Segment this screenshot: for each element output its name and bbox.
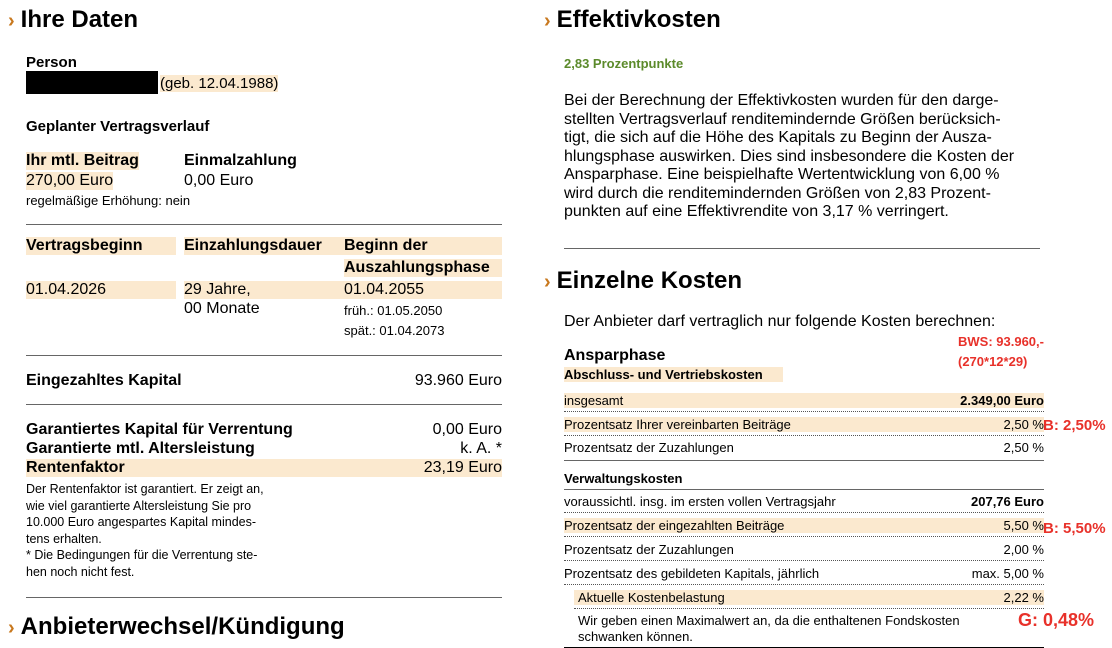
alters-value: k. A. *	[460, 440, 502, 457]
table-cell-value: 2,00 %	[1003, 542, 1044, 557]
plan-heading: Geplanter Vertragsverlauf	[26, 118, 210, 135]
max-note-text: Wir geben einen Maximalwert an, da die enthaltenen Fondskosten schwanken können.	[578, 613, 960, 644]
birth-date: (geb. 12.04.1988)	[160, 75, 279, 92]
divider	[26, 404, 502, 405]
section-ihre-daten	[8, 6, 138, 34]
section-title: Einzelne Kosten	[556, 267, 743, 294]
abschluss-label: Abschluss- und Vertriebskosten	[564, 367, 783, 382]
kapital-label: Eingezahltes Kapital	[26, 372, 182, 389]
einzahlungsdauer-label: Einzahlungsdauer	[184, 237, 344, 255]
note-b2: B: 5,50%	[1043, 520, 1106, 537]
table-row: Prozentsatz der eingezahlten Beiträge	[564, 518, 1044, 533]
renten-value: 23,19 Euro	[423, 459, 502, 476]
divider	[564, 460, 1044, 461]
table-row: Prozentsatz Ihrer vereinbarten Beiträge	[564, 417, 1044, 432]
table-row: Prozentsatz der Zuzahlungen	[564, 440, 734, 455]
garant-label: Garantiertes Kapital für Verrentung	[26, 421, 293, 438]
table-cell-value: 5,50 %	[1003, 518, 1044, 533]
section-anbieterwechsel	[8, 613, 345, 641]
divider	[26, 597, 502, 598]
garant-value: 0,00 Euro	[432, 421, 502, 438]
redacted-name	[26, 71, 158, 94]
table-row: Aktuelle Kostenbelastung	[574, 590, 1044, 605]
beginn-auszahlung-label1: Beginn der	[344, 237, 502, 255]
ansparphase-label: Ansparphase	[564, 347, 666, 364]
beitrag-value: 270,00 Euro	[26, 172, 114, 189]
frueh-date: früh.: 01.05.2050	[344, 303, 443, 318]
chevron-right-icon: ›	[8, 10, 15, 32]
note-b1: B: 2,50%	[1043, 417, 1106, 434]
section-effektivkosten	[544, 6, 721, 34]
effektivkosten-value: 2,83 Prozentpunkte	[564, 56, 684, 71]
table-cell-value: max. 5,00 %	[971, 566, 1044, 581]
row-divider	[564, 560, 1044, 561]
vertragsbeginn-label: Vertragsbeginn	[26, 237, 176, 255]
row-divider	[564, 536, 1044, 537]
section-title: Ihre Daten	[20, 6, 139, 33]
table-row: Prozentsatz der Zuzahlungen	[564, 542, 734, 557]
divider	[26, 355, 502, 356]
effektivkosten-text: Bei der Berechnung der Effektivkosten wurden für den darge- stellten Vertragsverlauf renditemindernde Größen berücksich- tigt, die sich auf die Höhe des Kapitals zu Beginn der Ausza- hlungsphase auswirken. Dies sind insbesondere die Kosten der Ansparphase. Eine beispielhafte Wertentwicklung von 6,00 % wird durch die renditemindernden Größen von 2,83 Prozent- punkten auf eine Effektivrendite von 3,17 % verringert.	[564, 92, 1015, 220]
einzahlungsdauer-value: 29 Jahre,	[184, 281, 344, 299]
table-cell-value: 207,76 Euro	[971, 494, 1044, 509]
table-row: voraussichtl. insg. im ersten vollen Vertragsjahr	[564, 494, 836, 509]
chevron-right-icon: ›	[544, 10, 551, 32]
table-row: Prozentsatz des gebildeten Kapitals, jährlich	[564, 566, 820, 581]
einmal-value: 0,00 Euro	[184, 172, 254, 189]
einzel-intro: Der Anbieter darf vertraglich nur folgende Kosten berechnen:	[564, 313, 996, 330]
verwaltung-label: Verwaltungskosten	[564, 471, 683, 486]
row-divider	[564, 512, 1044, 513]
section-title: Anbieterwechsel/Kündigung	[20, 613, 345, 640]
divider	[26, 224, 502, 225]
chevron-right-icon: ›	[8, 617, 15, 639]
table-cell-value: 2,22 %	[1003, 590, 1044, 605]
erhoehung-text: regelmäßige Erhöhung: nein	[26, 193, 191, 208]
note-g: G: 0,48%	[1018, 610, 1095, 630]
person-label: Person	[26, 54, 77, 71]
section-einzelne-kosten	[544, 267, 742, 295]
row-divider	[574, 608, 1044, 609]
einzahlungsdauer-value2: 00 Monate	[184, 300, 260, 317]
table-row: insgesamt	[564, 393, 1044, 408]
einmal-label: Einmalzahlung	[184, 152, 297, 169]
divider	[564, 248, 1040, 249]
row-divider	[564, 411, 1044, 412]
note-bws-formula: (270*12*29)	[958, 354, 1028, 369]
chevron-right-icon: ›	[544, 271, 551, 293]
table-cell-value: 2.349,00 Euro	[960, 393, 1044, 408]
renten-label: Rentenfaktor	[26, 459, 502, 477]
spaet-date: spät.: 01.04.2073	[344, 323, 445, 338]
row-divider	[564, 435, 1044, 436]
beitrag-label: Ihr mtl. Beitrag	[26, 152, 139, 169]
beginn-auszahlung-label2: Auszahlungsphase	[344, 259, 502, 277]
kapital-value: 93.960 Euro	[414, 372, 502, 389]
divider	[564, 489, 1044, 490]
row-divider	[564, 584, 1044, 585]
table-cell-value: 2,50 %	[1003, 440, 1044, 455]
beginn-auszahlung-value: 01.04.2055	[344, 281, 502, 299]
table-cell-value: 2,50 %	[1003, 417, 1044, 432]
vertragsbeginn-value: 01.04.2026	[26, 281, 176, 299]
note-bws: BWS: 93.960,-	[958, 334, 1044, 349]
alters-label: Garantierte mtl. Altersleistung	[26, 440, 255, 457]
renten-text: Der Rentenfaktor ist garantiert. Er zeigt an, wie viel garantierte Altersleistung Sie pro 10.000 Euro angespartes Kapital mindes- tens erhalten. * Die Bedingungen für die Verrentung ste- hen noch nicht fest.	[26, 482, 264, 579]
section-title: Effektivkosten	[556, 6, 721, 33]
